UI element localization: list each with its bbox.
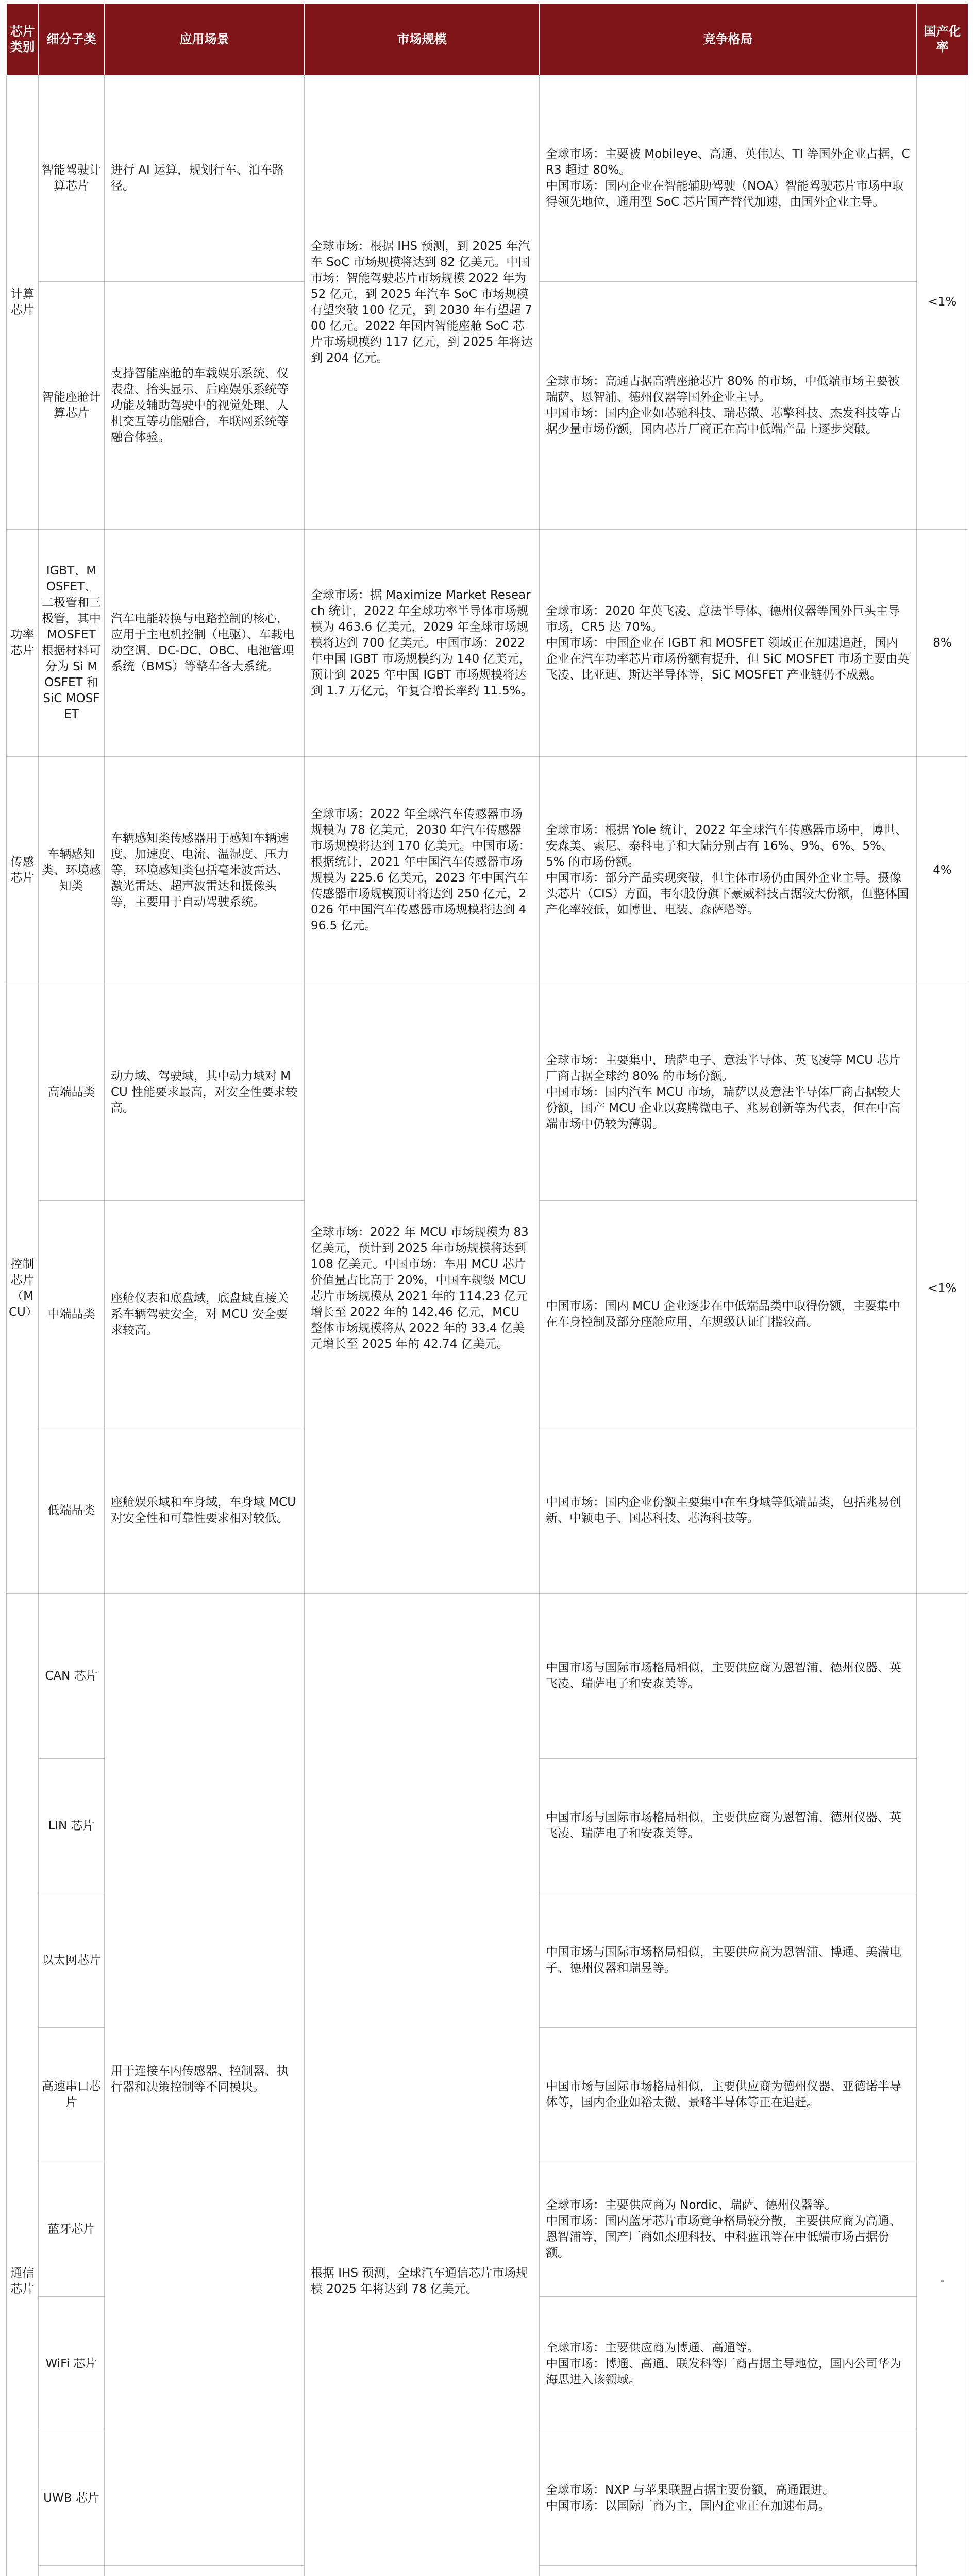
competition-line: 中国市场：国内汽车 MCU 市场，瑞萨以及意法半导体厂商占据较大份额，国产 MCU 企业以赛腾微电子、兆易创新等为代表，但在中高端市场中仍较为薄弱。 xyxy=(546,1085,901,1131)
table-row xyxy=(7,757,968,984)
localization-rate-cell: <1% xyxy=(917,75,968,530)
subtype-cell: 车辆感知类、环境感知类 xyxy=(39,757,105,984)
subtype-cell: 高端品类 xyxy=(39,984,105,1201)
competition-cell xyxy=(540,1594,917,1759)
competition-line: 全球市场：主要供应商为 Nordic、瑞萨、德州仪器等。 xyxy=(546,2198,837,2212)
subtype-cell: 中端品类 xyxy=(39,1201,105,1428)
competition-cell xyxy=(540,2028,917,2162)
scene-cell: 支持智能座舱的车载娱乐系统、仪表盘、抬头显示、后座娱乐系统等功能及辅助驾驶中的视觉处理、人机交互等功能融合，车联网系统等融合体验。 xyxy=(105,282,305,530)
competition-line: 中国市场：中国企业在 IGBT 和 MOSFET 领域正在加速追赶，国内企业在汽车功率芯片市场份额有提升，但 SiC MOSFET 市场主要由英飞凌、比亚迪、斯达半导体等，SiC MOSFET 产业链仍不成熟。 xyxy=(546,636,910,682)
competition-cell xyxy=(540,282,917,530)
competition-line: 中国市场：以国际厂商为主，国内企业正在加速布局。 xyxy=(546,2499,830,2513)
header-localization-rate: 国产化率 xyxy=(917,4,968,75)
localization-rate-cell: - xyxy=(917,1594,968,2576)
competition-line: 全球市场：NXP 与苹果联盟占据主要份额，高通跟进。 xyxy=(546,2483,835,2497)
competition-line: 中国市场：国内企业如芯驰科技、瑞芯微、芯擎科技、杰发科技等占据少量市场份额，国内芯片厂商正在高中低端产品上逐步突破。 xyxy=(546,406,901,436)
market-cell: 全球市场：根据 IHS 预测，到 2025 年汽车 SoC 市场规模将达到 82 亿美元。中国市场：智能驾驶芯片市场规模 2022 年为 52 亿元，到 2025 年汽车 SoC 市场规模有望突破 100 亿元，到 2030 年有望超 700 亿元。2022 年国内智能座舱 SoC 芯片市场规模约 117 亿元，到 2025 年将达到 204 亿元。 xyxy=(305,75,540,530)
table-row xyxy=(7,1594,968,1759)
scene-cell: 座舱娱乐域和车身域，车身域 MCU 对安全性和可靠性要求相对较低。 xyxy=(105,1428,305,1594)
competition-line: 全球市场：主要供应商为博通、高通等。 xyxy=(546,2341,759,2354)
competition-line: 中国市场与国际市场格局相似，主要供应商为德州仪器、亚德诺半导体等，国内企业如裕太微、景略半导体等正在追赶。 xyxy=(546,2080,901,2109)
table-row xyxy=(7,984,968,1201)
competition-line: 中国市场与国际市场格局相似，主要供应商为恩智浦、德州仪器、英飞凌、瑞萨电子和安森美等。 xyxy=(546,1661,901,1690)
subtype-cell: UWB 芯片 xyxy=(39,2431,105,2566)
subtype-cell: 高速串口芯片 xyxy=(39,2028,105,2162)
table-row xyxy=(7,75,968,282)
header-row xyxy=(7,4,968,75)
header-scene: 应用场景 xyxy=(105,4,305,75)
subtype-cell: 以太网芯片 xyxy=(39,1893,105,2028)
page-container xyxy=(6,0,968,2576)
scene-cell: 进行 AI 运算，规划行车、泊车路径。 xyxy=(105,75,305,282)
category-cell: 功率芯片 xyxy=(7,530,39,757)
category-cell: 计算芯片 xyxy=(7,75,39,530)
header-competition: 竞争格局 xyxy=(540,4,917,75)
competition-line: 全球市场：主要被 Mobileye、高通、英伟达、TI 等国外企业占据，CR3 超过 80%。 xyxy=(546,147,910,177)
scene-cell: 车辆感知类传感器用于感知车辆速度、加速度、电流、温湿度、压力等，环境感知类包括毫米波雷达、激光雷达、超声波雷达和摄像头等，主要用于自动驾驶系统。 xyxy=(105,757,305,984)
category-cell: 控制芯片（MCU） xyxy=(7,984,39,1594)
competition-cell xyxy=(540,1201,917,1428)
subtype-cell: WiFi 芯片 xyxy=(39,2297,105,2431)
market-cell: 全球市场：2022 年全球汽车传感器市场规模为 78 亿美元，2030 年汽车传感器市场规模将达到 170 亿美元。中国市场：根据统计，2021 年中国汽车传感器市场规模为 225.6 亿美元，2023 年中国汽车传感器市场规模预计将达到 250 亿元，2026 年中国汽车传感器市场规模将达到 496.5 亿元。 xyxy=(305,757,540,984)
scene-cell: 用于连接车内传感器、控制器、执行器和决策控制等不同模块。 xyxy=(105,1594,305,2566)
competition-line: 中国市场与国际市场格局相似，主要供应商为恩智浦、博通、美满电子、德州仪器和瑞昱等。 xyxy=(546,1945,901,1975)
competition-cell xyxy=(540,1428,917,1594)
header-subtype: 细分子类 xyxy=(39,4,105,75)
competition-line: 中国市场：国内企业在智能辅助驾驶（NOA）智能驾驶芯片市场中取得领先地位，通用型 SoC 芯片国产替代加速，由国外企业主导。 xyxy=(546,179,904,209)
competition-line: 全球市场：高通占据高端座舱芯片 80% 的市场，中低端市场主要被瑞萨、恩智浦、德州仪器等国外企业主导。 xyxy=(546,375,900,404)
subtype-cell: 智能驾驶计算芯片 xyxy=(39,75,105,282)
subtype-cell: CAN 芯片 xyxy=(39,1594,105,1759)
chip-table xyxy=(6,3,968,2576)
scene-cell: 座舱仪表和底盘域，底盘域直接关系车辆驾驶安全，对 MCU 安全要求较高。 xyxy=(105,1201,305,1428)
competition-cell xyxy=(540,75,917,282)
localization-rate-cell: 8% xyxy=(917,530,968,757)
competition-line: 中国市场：国内蓝牙芯片市场竞争格局较分散，主要供应商为高通、恩智浦等，国产厂商如杰理科技、中科蓝讯等在中低端市场占据份额。 xyxy=(546,2214,901,2260)
competition-cell xyxy=(540,984,917,1201)
competition-line: 全球市场：根据 Yole 统计，2022 年全球汽车传感器市场中，博世、安森美、索尼、泰科电子和大陆分别占有 16%、9%、6%、5%、5% 的市场份额。 xyxy=(546,823,908,869)
header-category: 芯片类别 xyxy=(7,4,39,75)
competition-line: 中国市场：博通、高通、联发科等厂商占据主导地位，国内公司华为海思进入该领域。 xyxy=(546,2357,901,2386)
competition-line: 中国市场：国内 MCU 企业逐步在中低端品类中取得份额，主要集中在车身控制及部分座舱应用，车规级认证门槛较高。 xyxy=(546,1299,901,1329)
category-cell: 传感芯片 xyxy=(7,757,39,984)
competition-cell xyxy=(540,2162,917,2297)
market-cell: 根据 IHS 预测，全球汽车通信芯片市场规模 2025 年将达到 78 亿美元。 xyxy=(305,1594,540,2576)
localization-rate-cell: <1% xyxy=(917,984,968,1594)
subtype-cell: 蓝牙芯片 xyxy=(39,2162,105,2297)
header-market: 市场规模 xyxy=(305,4,540,75)
scene-cell: 汽车电能转换与电路控制的核心，应用于主电机控制（电驱）、车载电动空调、DC-DC、OBC、电池管理系统（BMS）等整车各大系统。 xyxy=(105,530,305,757)
competition-line: 中国市场与国际市场格局相似，主要供应商为恩智浦、德州仪器、英飞凌、瑞萨电子和安森美等。 xyxy=(546,1811,901,1840)
table-row xyxy=(7,530,968,757)
competition-cell xyxy=(540,2297,917,2431)
competition-cell xyxy=(540,2431,917,2566)
category-cell: 通信芯片 xyxy=(7,1594,39,2576)
competition-line: 全球市场：2020 年英飞凌、意法半导体、德州仪器等国外巨头主导市场，CR5 达 70%。 xyxy=(546,604,900,634)
subtype-cell: IGBT、MOSFET、二极管和三极管，其中 MOSFET 根据材料可分为 Si MOSFET 和 SiC MOSFET xyxy=(39,530,105,757)
scene-cell xyxy=(105,2566,305,2576)
competition-cell xyxy=(540,1893,917,2028)
scene-cell: 动力域、驾驶域，其中动力域对 MCU 性能要求最高，对安全性要求较高。 xyxy=(105,984,305,1201)
competition-line: 中国市场：国内企业份额主要集中在车身域等低端品类，包括兆易创新、中颖电子、国芯科技、芯海科技等。 xyxy=(546,1496,901,1525)
subtype-cell xyxy=(39,2566,105,2576)
competition-cell xyxy=(540,757,917,984)
competition-cell xyxy=(540,2566,917,2576)
subtype-cell: 智能座舱计算芯片 xyxy=(39,282,105,530)
competition-line: 中国市场：部分产品实现突破，但主体市场仍由国外企业主导。摄像头芯片（CIS）方面，韦尔股份旗下豪威科技占据较大份额，但整体国产化率较低，如博世、电装、森萨塔等。 xyxy=(546,871,909,917)
competition-cell xyxy=(540,530,917,757)
competition-line: 全球市场：主要集中，瑞萨电子、意法半导体、英飞凌等 MCU 芯片厂商占据全球约 80% 的市场份额。 xyxy=(546,1053,901,1083)
subtype-cell: 低端品类 xyxy=(39,1428,105,1594)
market-cell: 全球市场：据 Maximize Market Research 统计，2022 年全球功率半导体市场规模为 463.6 亿美元，2029 年全球市场规模将达到 700 亿美元。中国市场：2022 年中国 IGBT 市场规模约为 140 亿美元，预计到 2025 年中国 IGBT 市场规模将达到 1.7 万亿元，年复合增长率约 11.5%。 xyxy=(305,530,540,757)
market-cell: 全球市场：2022 年 MCU 市场规模为 83 亿美元，预计到 2025 年市场规模将达到 108 亿美元。中国市场：车用 MCU 芯片价值量占比高于 20%，中国车规级 MCU 芯片市场规模从 2021 年的 114.23 亿元增长至 2022 年的 142.46 亿元，MCU 整体市场规模将从 2022 年的 33.4 亿美元增长至 2025 年的 42.74 亿美元。 xyxy=(305,984,540,1594)
competition-cell xyxy=(540,1759,917,1893)
subtype-cell: LIN 芯片 xyxy=(39,1759,105,1893)
localization-rate-cell: 4% xyxy=(917,757,968,984)
